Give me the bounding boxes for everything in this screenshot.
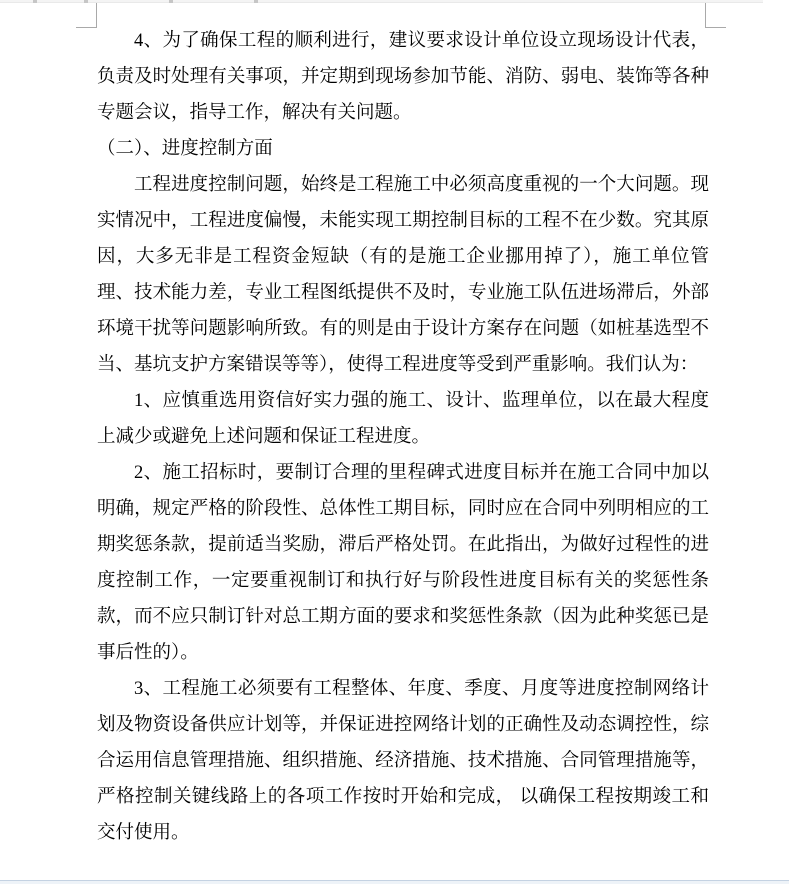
ruler-tick (33, 0, 37, 3)
document-paragraph[interactable]: 2、施工招标时，要制订合理的里程碑式进度目标并在施工合同中加以明确，规定严格的阶段性、总体性工期目标，同时应在合同中列明相应的工期奖惩条款，提前适当奖励，滞后严格处罚。在此指出，为做好过程性的进度控制工作，一定要重视制订和执行好与阶段性进度目标有关的奖惩性条款，而不应只制订针对总工期方面的要求和奖惩性条款（因为此种奖惩已是事后性的）。 (97, 463, 709, 663)
ruler-tick (254, 0, 258, 3)
document-text-area[interactable] (97, 23, 709, 851)
document-paragraph[interactable]: 1、应慎重选用资信好实力强的施工、设计、监理单位，以在最大程度上减少或避免上述问题和保证工程进度。 (97, 391, 709, 447)
text-boundary-mark-top-left (76, 3, 97, 28)
ruler-edge-artifact (0, 0, 763, 3)
document-paragraph[interactable]: 4、为了确保工程的顺利进行，建议要求设计单位设立现场设计代表，负责及时处理有关事项，并定期到现场参加节能、消防、弱电、装饰等各种专题会议，指导工作，解决有关问题。 (97, 31, 709, 123)
ruler-tick (169, 0, 173, 3)
window-bottom-edge (0, 880, 789, 884)
document-paragraph[interactable]: 3、工程施工必须要有工程整体、年度、季度、月度等进度控制网络计划及物资设备供应计划等，并保证进控网络计划的正确性及动态调控性，综合运用信息管理措施、组织措施、经济措施、技术措施、合同管理措施等，严格控制关键线路上的各项工作按时开始和完成， 以确保工程按期竣工和交付使用。 (97, 679, 709, 843)
section-heading[interactable]: （二）、进度控制方面 (97, 139, 273, 159)
document-paragraph[interactable]: 工程进度控制问题，始终是工程施工中必须高度重视的一个大问题。现实情况中，工程进度偏慢，未能实现工期控制目标的工程不在少数。究其原因，大多无非是工程资金短缺（有的是施工企业挪用掉了），施工单位管理、技术能力差，专业工程图纸提供不及时，专业施工队伍进场滞后，外部环境干扰等问题影响所致。有的则是由于设计方案存在问题（如桩基选型不当、基坑支护方案错误等等），使得工程进度等受到严重影响。我们认为： (97, 175, 709, 375)
